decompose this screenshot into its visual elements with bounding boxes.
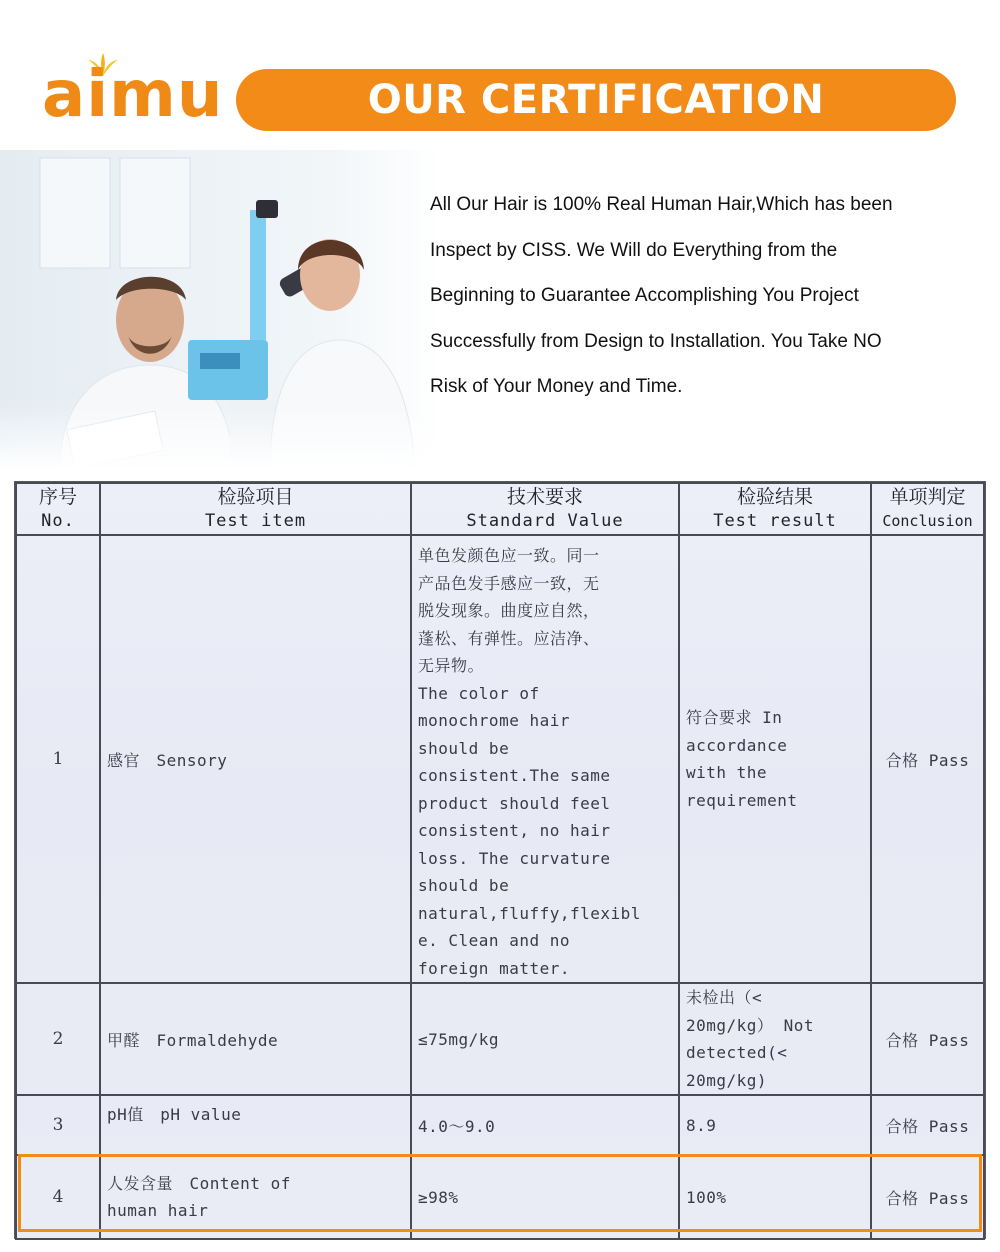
- row-test-item: 感官 Sensory: [100, 535, 411, 983]
- row-test-item: 甲醛 Formaldehyde: [100, 983, 411, 1095]
- certificate-document: [14, 481, 986, 1239]
- header-test-item: 检验项目 Test item: [100, 483, 411, 535]
- row-test-item: 人发含量 Content of human hair: [100, 1155, 411, 1239]
- header: [0, 0, 1000, 150]
- row-test-result: 8.9: [679, 1095, 871, 1155]
- certification-banner: [236, 69, 956, 131]
- row-test-result: 未检出（< 20mg/kg） Not detected(< 20mg/kg): [679, 983, 871, 1095]
- table-header-row: [16, 483, 984, 535]
- row-conclusion: 合格 Pass: [871, 535, 984, 983]
- header-test-result: 检验结果 Test result: [679, 483, 871, 535]
- row-number: 4: [16, 1155, 100, 1239]
- row-test-item: pH值 pH value: [100, 1095, 411, 1155]
- intro-paragraph: [430, 182, 990, 410]
- hero-section: [0, 150, 1000, 480]
- intro-line: Successfully from Design to Installation. You Take NO: [430, 330, 882, 352]
- row-standard-value: 单色发颜色应一致。同一 产品色发手感应一致，无 脱发现象。曲度应自然， 蓬松、有弹性。应洁净、 无异物。 The color of monochrome hair should be consistent.The same product should feel consistent, no hair loss. The curvature should be natural,fluffy,flexibl e. Clean and no foreign matter.: [411, 535, 679, 983]
- row-test-result: 符合要求 In accordance with the requirement: [679, 535, 871, 983]
- intro-line: Inspect by CISS. We Will do Everything from the: [430, 239, 838, 261]
- header-conclusion: 单项判定 Conclusion: [871, 483, 984, 535]
- table-row: [16, 1095, 984, 1155]
- row-standard-value: ≤75mg/kg: [411, 983, 679, 1095]
- table-row: [16, 1155, 984, 1239]
- intro-line: Risk of Your Money and Time.: [430, 376, 683, 397]
- table-row: [16, 983, 984, 1095]
- intro-line: Beginning to Guarantee Accomplishing You Project: [430, 285, 859, 306]
- row-number: 3: [16, 1095, 100, 1155]
- row-number: 1: [16, 535, 100, 983]
- header-number: 序号 No.: [16, 483, 100, 535]
- table-row: [16, 535, 984, 983]
- logo-wordmark: aimu: [42, 58, 224, 132]
- lab-scientists-photo: [0, 150, 440, 470]
- row-number: 2: [16, 983, 100, 1095]
- header-standard-value: 技术要求 Standard Value: [411, 483, 679, 535]
- row-standard-value: ≥98%: [411, 1155, 679, 1239]
- row-test-result: 100%: [679, 1155, 871, 1239]
- row-conclusion: 合格 Pass: [871, 1155, 984, 1239]
- banner-title: OUR CERTIFICATION: [367, 77, 825, 123]
- inspection-results-table: [15, 482, 985, 1240]
- brand-logo: [42, 60, 232, 130]
- row-conclusion: 合格 Pass: [871, 1095, 984, 1155]
- row-standard-value: 4.0～9.0: [411, 1095, 679, 1155]
- intro-line: All Our Hair is 100% Real Human Hair,Which has been: [430, 194, 893, 215]
- row-conclusion: 合格 Pass: [871, 983, 984, 1095]
